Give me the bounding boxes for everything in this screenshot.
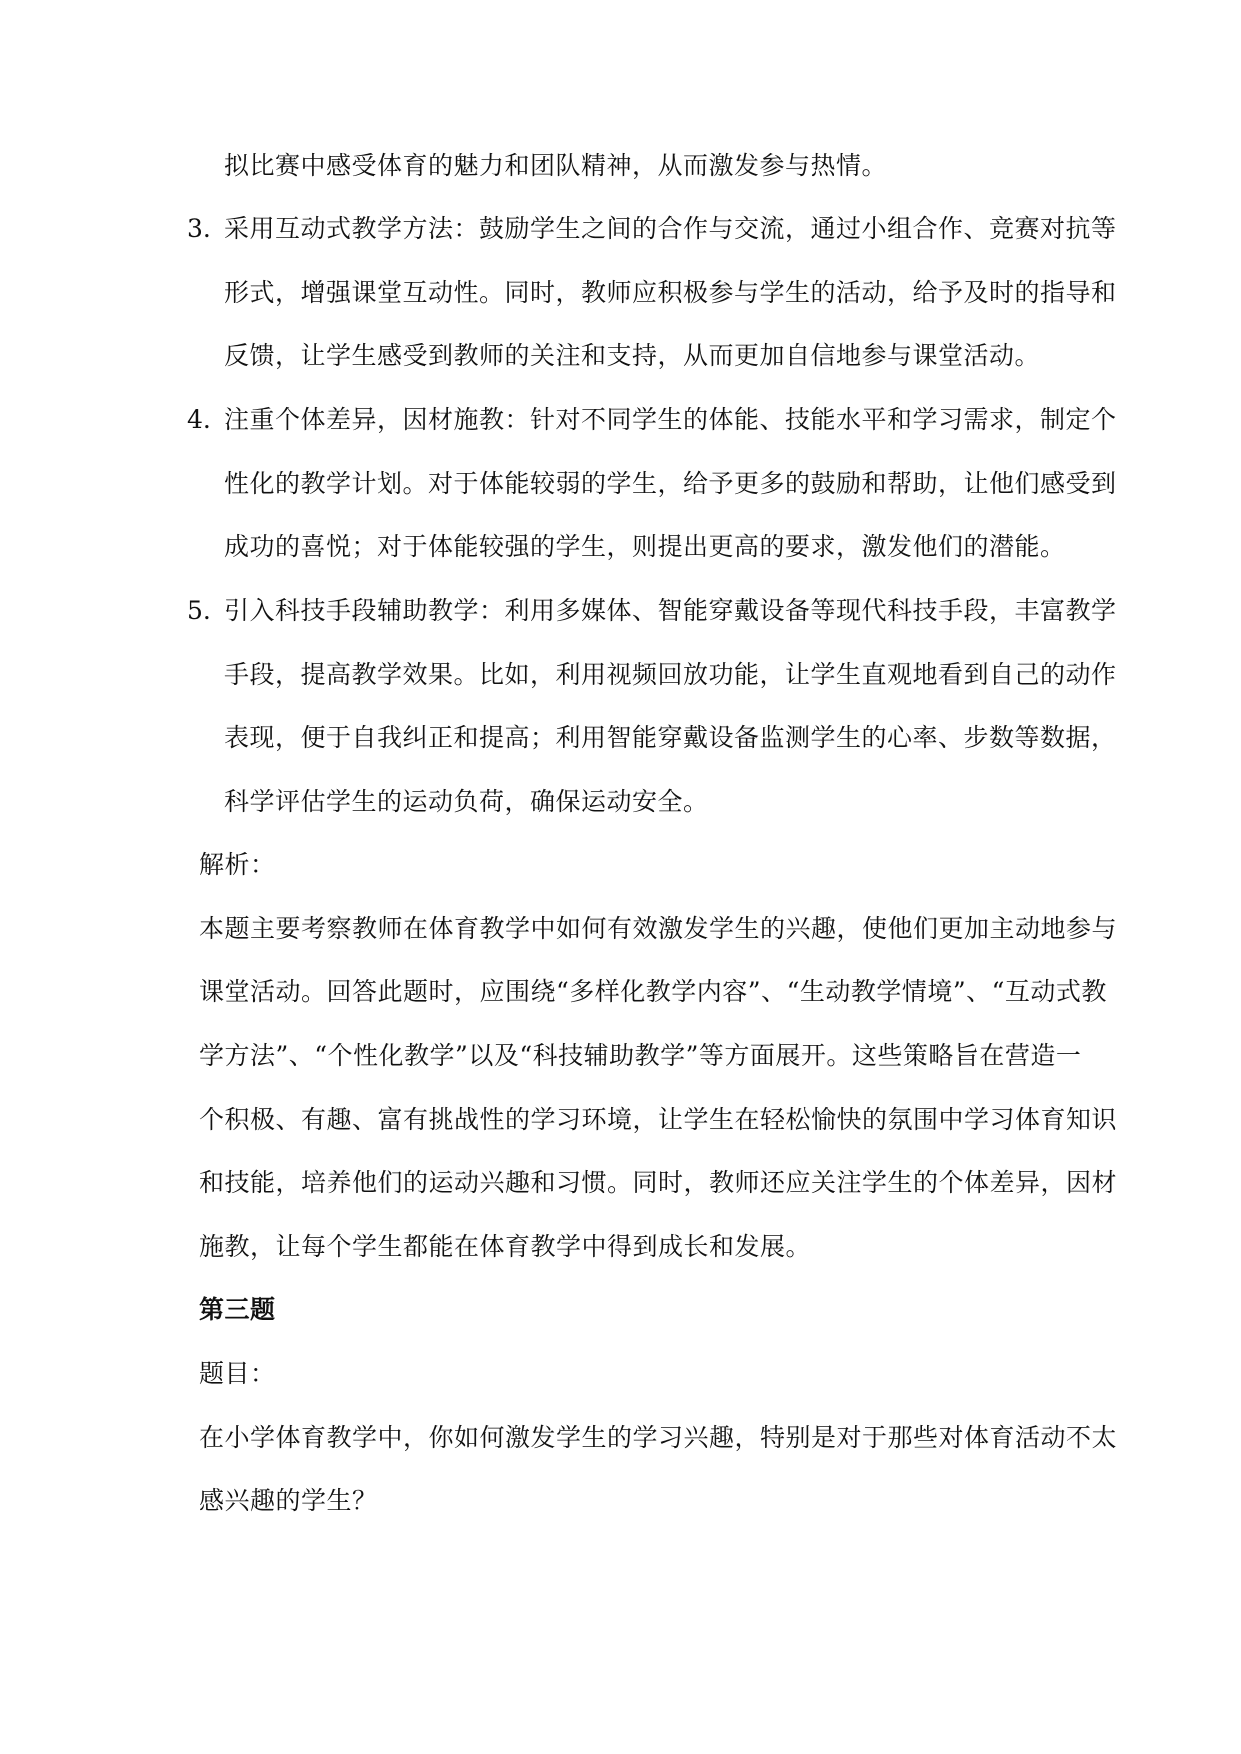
analysis-line-4: 个积极、有趣、富有挑战性的学习环境，让学生在轻松愉快的氛围中学习体育知识 bbox=[199, 1105, 1118, 1134]
list-item-4-number: 4. bbox=[187, 405, 211, 434]
analysis-line-2: 课堂活动。回答此题时，应围绕“多样化教学内容”、“生动教学情境”、“互动式教 bbox=[199, 977, 1107, 1006]
analysis-line-6: 施教，让每个学生都能在体育教学中得到成长和发展。 bbox=[199, 1232, 812, 1261]
list-item-5-line-4: 科学评估学生的运动负荷，确保运动安全。 bbox=[224, 787, 709, 816]
list-item-3-line-2: 形式，增强课堂互动性。同时，教师应积极参与学生的活动，给予及时的指导和 bbox=[224, 278, 1117, 307]
list-item-3-line-3: 反馈，让学生感受到教师的关注和支持，从而更加自信地参与课堂活动。 bbox=[224, 341, 1041, 370]
list-item-3-number: 3. bbox=[187, 214, 211, 243]
list-item-4-line-1: 注重个体差异，因材施教：针对不同学生的体能、技能水平和学习需求，制定个 bbox=[224, 405, 1117, 434]
list-item-4-line-3: 成功的喜悦；对于体能较强的学生，则提出更高的要求，激发他们的潜能。 bbox=[224, 532, 1066, 561]
analysis-line-3: 学方法”、“个性化教学”以及“科技辅助教学”等方面展开。这些策略旨在营造一 bbox=[199, 1041, 1082, 1070]
list-item-5-line-1: 引入科技手段辅助教学：利用多媒体、智能穿戴设备等现代科技手段，丰富教学 bbox=[224, 596, 1117, 625]
question-label: 题目： bbox=[199, 1359, 276, 1388]
list-item-3-line-1: 采用互动式教学方法：鼓励学生之间的合作与交流，通过小组合作、竞赛对抗等 bbox=[224, 214, 1117, 243]
analysis-line-5: 和技能，培养他们的运动兴趣和习惯。同时，教师还应关注学生的个体差异，因材 bbox=[199, 1168, 1118, 1197]
list-item-2-continuation: 拟比赛中感受体育的魅力和团队精神，从而激发参与热情。 bbox=[224, 151, 888, 180]
list-item-5-line-2: 手段，提高教学效果。比如，利用视频回放功能，让学生直观地看到自己的动作 bbox=[224, 660, 1117, 689]
analysis-label: 解析： bbox=[199, 850, 276, 879]
analysis-line-1: 本题主要考察教师在体育教学中如何有效激发学生的兴趣，使他们更加主动地参与 bbox=[199, 914, 1118, 943]
list-item-5-line-3: 表现，便于自我纠正和提高；利用智能穿戴设备监测学生的心率、步数等数据， bbox=[224, 723, 1117, 752]
list-item-5-number: 5. bbox=[187, 596, 211, 625]
list-item-4-line-2: 性化的教学计划。对于体能较弱的学生，给予更多的鼓励和帮助，让他们感受到 bbox=[224, 469, 1117, 498]
question-line-1: 在小学体育教学中，你如何激发学生的学习兴趣，特别是对于那些对体育活动不太 bbox=[199, 1423, 1118, 1452]
section-3-heading: 第三题 bbox=[199, 1295, 276, 1324]
question-line-2: 感兴趣的学生？ bbox=[199, 1486, 378, 1515]
